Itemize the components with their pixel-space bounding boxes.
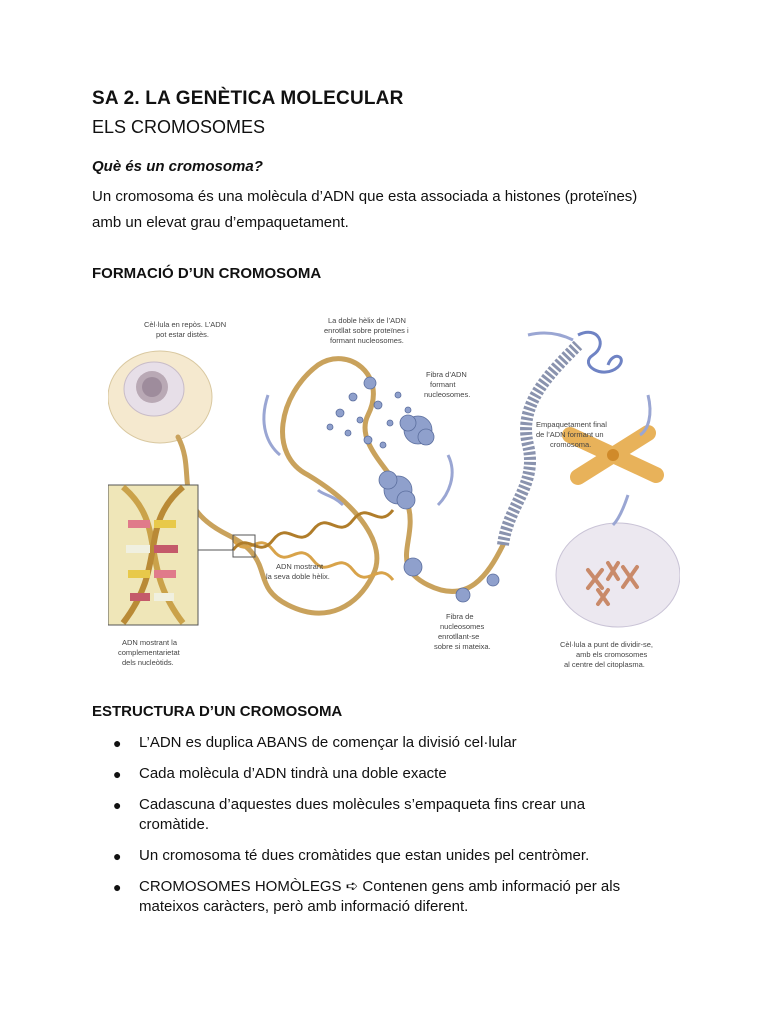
list-item [113, 795, 673, 835]
svg-text:pot estar distès.: pot estar distès. [156, 330, 209, 339]
svg-text:amb els cromosomes: amb els cromosomes [576, 650, 648, 659]
resting-cell-illustration [108, 351, 212, 443]
svg-text:Fibra de: Fibra de [446, 612, 474, 621]
svg-text:Fibra d’ADN: Fibra d’ADN [426, 370, 467, 379]
svg-text:nucleosomes.: nucleosomes. [424, 390, 471, 399]
caption-dna-helix [266, 562, 330, 581]
formation-heading: FORMACIÓ D’UN CROMOSOMA [92, 265, 322, 282]
list-item [113, 764, 673, 784]
caption-fiber [424, 370, 470, 399]
bullet-text: Cadascuna d’aquestes dues molècules s’empaqueta fins crear una [139, 796, 586, 813]
svg-text:nucleosomes: nucleosomes [440, 622, 485, 631]
structure-heading: ESTRUCTURA D’UN CROMOSOMA [92, 703, 343, 720]
bullet-text: Cada molècula d’ADN tindrà una doble exacte [139, 765, 447, 782]
svg-text:la seva doble hèlix.: la seva doble hèlix. [266, 572, 330, 581]
caption-double-helix [324, 316, 409, 345]
question-heading: Què és un cromosoma? [92, 158, 263, 175]
svg-text:Cèl·lula en repòs. L’ADN: Cèl·lula en repòs. L’ADN [144, 320, 227, 329]
bullet-dot-icon: ● [113, 879, 122, 895]
intro-line-1: Un cromosoma és una molècula d’ADN que esta associada a histones (proteïnes) [92, 188, 638, 205]
svg-text:Cèl·lula a punt de dividir-se,: Cèl·lula a punt de dividir-se, [560, 640, 653, 649]
structure-bullet-list [113, 733, 673, 928]
svg-text:complementarietat: complementarietat [118, 648, 180, 657]
caption-dividing-cell [560, 640, 653, 669]
svg-text:cromosoma.: cromosoma. [550, 440, 592, 449]
caption-coiling [434, 612, 491, 651]
bullet-dot-icon: ● [113, 848, 122, 864]
svg-text:La doble hèlix de l’ADN: La doble hèlix de l’ADN [328, 316, 406, 325]
bullet-text-continuation: mateixos caràcters, però amb informació diferent. [139, 898, 469, 915]
intro-line-2: amb un elevat grau d’empaquetament. [92, 214, 349, 231]
bullet-text: L’ADN es duplica ABANS de començar la divisió cel·lular [139, 734, 517, 751]
bullet-dot-icon: ● [113, 735, 122, 751]
list-item [113, 877, 673, 917]
dividing-cell-illustration [556, 523, 680, 627]
bullet-dot-icon: ● [113, 797, 122, 813]
svg-text:ADN mostrant la: ADN mostrant la [122, 638, 178, 647]
chromosome-formation-figure [108, 305, 680, 675]
svg-text:formant nucleosomes.: formant nucleosomes. [330, 336, 404, 345]
svg-text:formant: formant [430, 380, 456, 389]
document-title: SA 2. LA GENÈTICA MOLECULAR [92, 88, 404, 109]
caption-complementarity [118, 638, 181, 667]
list-item [113, 846, 673, 866]
final-packing-strand [578, 332, 621, 372]
svg-text:sobre si mateixa.: sobre si mateixa. [434, 642, 491, 651]
svg-text:de l’ADN formant un: de l’ADN formant un [536, 430, 604, 439]
svg-text:ADN mostrant: ADN mostrant [276, 562, 324, 571]
caption-rest-cell [144, 320, 226, 339]
svg-text:Empaquetament final: Empaquetament final [536, 420, 607, 429]
complementarity-inset [108, 485, 255, 625]
bullet-text: Un cromosoma té dues cromàtides que estan unides pel centròmer. [139, 847, 590, 864]
svg-text:dels nucleòtids.: dels nucleòtids. [122, 658, 174, 667]
svg-text:enrotllant-se: enrotllant-se [438, 632, 480, 641]
bullet-text: CROMOSOMES HOMÒLEGS ➪ Contenen gens amb informació per als [139, 878, 621, 895]
intro-paragraph [92, 184, 692, 236]
bullet-dot-icon: ● [113, 766, 122, 782]
bullet-text-continuation: cromàtide. [139, 816, 210, 833]
svg-text:enrotllat sobre proteïnes i: enrotllat sobre proteïnes i [324, 326, 409, 335]
document-subtitle: ELS CROMOSOMES [92, 117, 266, 137]
svg-text:al centre del citoplasma.: al centre del citoplasma. [564, 660, 645, 669]
list-item [113, 733, 673, 753]
